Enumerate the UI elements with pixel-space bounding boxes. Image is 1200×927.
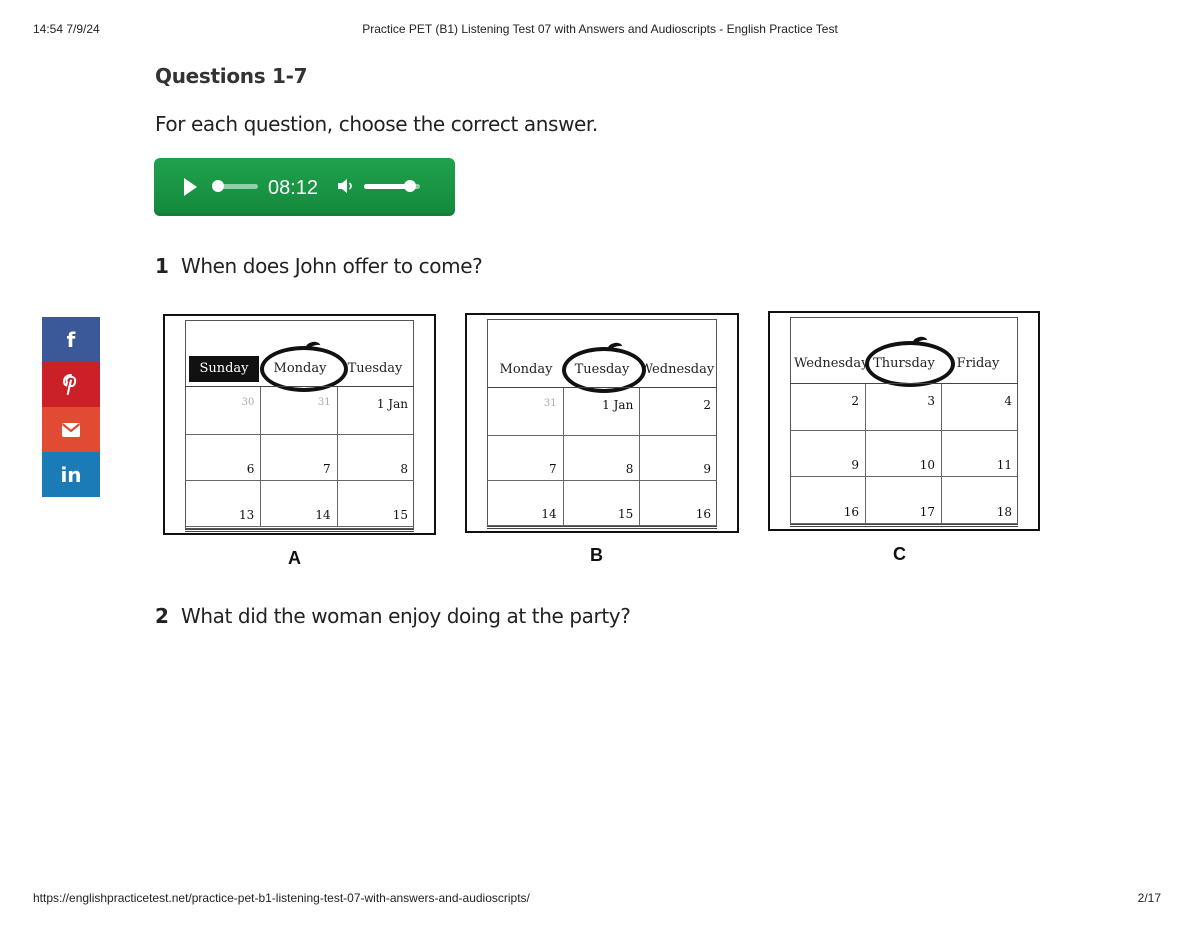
calendar-option-b[interactable] [465,313,739,533]
audio-player [154,158,455,216]
question-text: When does John offer to come? [181,254,483,278]
question-number: 1 [155,254,169,278]
calendar-day: Tuesday [574,362,630,377]
date-number: 7 [323,462,331,476]
calendar-cell [640,388,717,436]
facebook-icon: f [66,327,76,352]
date-number: 18 [996,505,1012,519]
date-number: 11 [996,458,1012,472]
date-number: 14 [315,508,331,522]
calendar-cell [261,435,337,481]
date-number: 9 [703,462,711,476]
question-1 [155,254,482,278]
calendar-cell [790,477,866,524]
print-header [33,22,1167,38]
date-number: 13 [239,508,255,522]
calendar-cell [261,481,337,527]
calendar-cell [487,388,564,436]
date-number: 16 [695,507,711,521]
facebook-share-button[interactable] [42,317,100,362]
option-label-a: A [288,548,301,568]
print-page-title: Practice PET (B1) Listening Test 07 with Answers and Audioscripts - English Practice Test [362,22,838,36]
date-number: 8 [625,462,634,476]
question-2 [155,604,630,628]
question-number: 2 [155,604,169,628]
date-number: 2 [851,394,859,408]
calendar-cell [790,431,866,477]
calendar-cell [564,436,641,481]
print-page-number: 2/17 [1137,891,1161,905]
date-number: 7 [549,462,557,476]
calendar-cell [640,436,717,481]
date-number: 3 [927,394,935,408]
date-number: 1 Jan [376,397,408,411]
calendar-day: Thursday [873,356,935,371]
calendar-cell [261,387,337,435]
section-instruction: For each question, choose the correct answer. [155,112,598,136]
volume-icon[interactable] [336,176,356,196]
calendar-cell [487,481,564,526]
calendar-cell [640,481,717,526]
print-footer [33,891,1167,907]
linkedin-icon: in [60,462,82,487]
calendar-cell [185,481,261,527]
play-icon[interactable] [184,178,197,196]
date-number: 10 [919,458,935,472]
print-timestamp: 14:54 7/9/24 [33,22,100,36]
calendar-day: Monday [499,362,553,377]
option-label-b: B [590,545,603,565]
date-number: 15 [392,508,408,522]
calendar-cell [564,388,641,436]
calendar-grid [487,387,717,529]
calendar-cell [866,384,942,431]
date-number: 17 [919,505,935,519]
calendar-cell [942,431,1018,477]
calendar-cell [338,481,414,527]
calendar-cell [866,431,942,477]
email-icon [61,422,81,438]
date-number: 2 [703,398,711,412]
calendar-cell [790,384,866,431]
share-bar [42,317,100,497]
calendar-cell [866,477,942,524]
pinterest-share-button[interactable] [42,362,100,407]
date-number: 30 [241,397,255,408]
audio-time: 08:12 [268,177,319,199]
linkedin-share-button[interactable] [42,452,100,497]
calendar-option-a[interactable] [163,314,436,535]
date-number: 4 [1004,394,1012,408]
calendar-day: Monday [273,361,327,376]
question-text: What did the woman enjoy doing at the party? [181,604,631,628]
calendar-cell [942,384,1018,431]
date-number: 14 [541,507,557,521]
option-label-c: C [893,544,906,564]
calendar-cell [338,387,414,435]
date-number: 8 [400,462,408,476]
calendar-grid [185,386,414,532]
calendar-cell [942,477,1018,524]
calendar-day: Tuesday [347,361,403,376]
calendar-cell [185,387,261,435]
email-share-button[interactable] [42,407,100,452]
seek-handle[interactable] [212,180,224,192]
date-number: 1 Jan [602,398,634,412]
calendar-day: Wednesday [794,356,869,371]
calendar-cell [487,436,564,481]
calendar-option-c[interactable] [768,311,1040,531]
calendar-day: Friday [956,356,1000,371]
calendar-grid [790,383,1018,527]
calendar-day: Wednesday [639,362,715,377]
section-heading: Questions 1-7 [155,64,308,88]
date-number: 15 [618,507,634,521]
date-number: 6 [246,462,255,476]
calendar-day: Sunday [189,356,259,382]
date-number: 31 [543,398,557,409]
calendar-cell [564,481,641,526]
calendar-cell [338,435,414,481]
volume-handle[interactable] [404,180,416,192]
date-number: 31 [317,397,331,408]
date-number: 16 [843,505,859,519]
pinterest-icon [62,374,80,396]
print-url: https://englishpracticetest.net/practice-pet-b1-listening-test-07-with-answers-and-audioscripts/ [33,891,530,905]
calendar-cell [185,435,261,481]
date-number: 9 [851,458,859,472]
answer-circle [865,341,955,387]
